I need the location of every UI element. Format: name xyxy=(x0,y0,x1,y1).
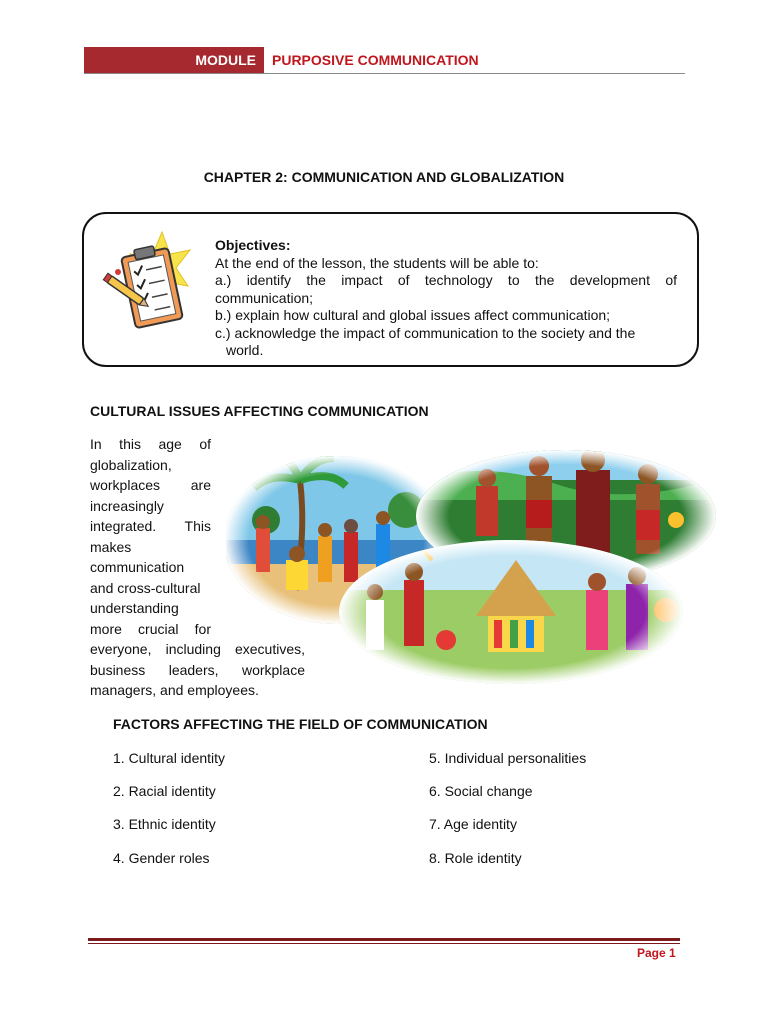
clipboard-checklist-icon xyxy=(102,228,192,336)
page-number: Page 1 xyxy=(637,946,676,960)
paragraph-line: and cross-cultural xyxy=(90,579,201,596)
paragraph-line: business leaders, workplace xyxy=(90,661,305,678)
factors-heading: FACTORS AFFECTING THE FIELD OF COMMUNICATION xyxy=(113,716,488,732)
paragraph-line: managers, and employees. xyxy=(90,682,259,698)
module-title: PURPOSIVE COMMUNICATION xyxy=(272,52,479,68)
cultural-diversity-illustration xyxy=(226,440,718,686)
factor-item: 7. Age identity xyxy=(429,816,517,832)
footer-rule-thin xyxy=(88,943,680,944)
paragraph-line: integrated. This xyxy=(90,518,211,534)
factor-item: 1. Cultural identity xyxy=(113,750,226,766)
objective-b: b.) explain how cultural and global issues affect communication; xyxy=(215,307,611,323)
objective-a-line1: a.) identify the impact of technology to the development of xyxy=(215,272,677,288)
cultural-issues-heading: CULTURAL ISSUES AFFECTING COMMUNICATION xyxy=(90,403,429,419)
factor-item: 2. Racial identity xyxy=(113,783,216,799)
paragraph-line: communication xyxy=(90,559,185,575)
paragraph-line: increasingly xyxy=(90,497,164,514)
objectives-heading: Objectives: xyxy=(215,237,291,253)
objective-c-line1: c.) acknowledge the impact of communication to the society and the xyxy=(215,324,636,341)
paragraph-line: workplaces are xyxy=(90,477,211,493)
paragraph-line: In this age of xyxy=(90,436,211,452)
objectives-text xyxy=(215,237,677,360)
factor-item: 3. Ethnic identity xyxy=(113,816,216,832)
objective-a-line2: communication; xyxy=(215,289,314,306)
objective-c-line2: world. xyxy=(226,342,264,358)
paragraph-line: everyone, including executives, xyxy=(90,641,305,657)
factor-item: 6. Social change xyxy=(429,783,533,799)
chapter-title: CHAPTER 2: COMMUNICATION AND GLOBALIZATION xyxy=(203,169,565,185)
paragraph-line: globalization, xyxy=(90,456,172,473)
paragraph-line: makes xyxy=(90,538,132,555)
factor-item: 8. Role identity xyxy=(429,850,522,866)
paragraph-line: more crucial for xyxy=(90,620,211,637)
factor-item: 5. Individual personalities xyxy=(429,750,587,766)
header-rule xyxy=(84,73,685,74)
objectives-intro: At the end of the lesson, the students will be able to: xyxy=(215,254,539,271)
factor-item: 4. Gender roles xyxy=(113,850,210,866)
paragraph-line: understanding xyxy=(90,600,179,616)
footer-rule-thick xyxy=(88,938,680,941)
module-label: MODULE xyxy=(195,52,256,68)
